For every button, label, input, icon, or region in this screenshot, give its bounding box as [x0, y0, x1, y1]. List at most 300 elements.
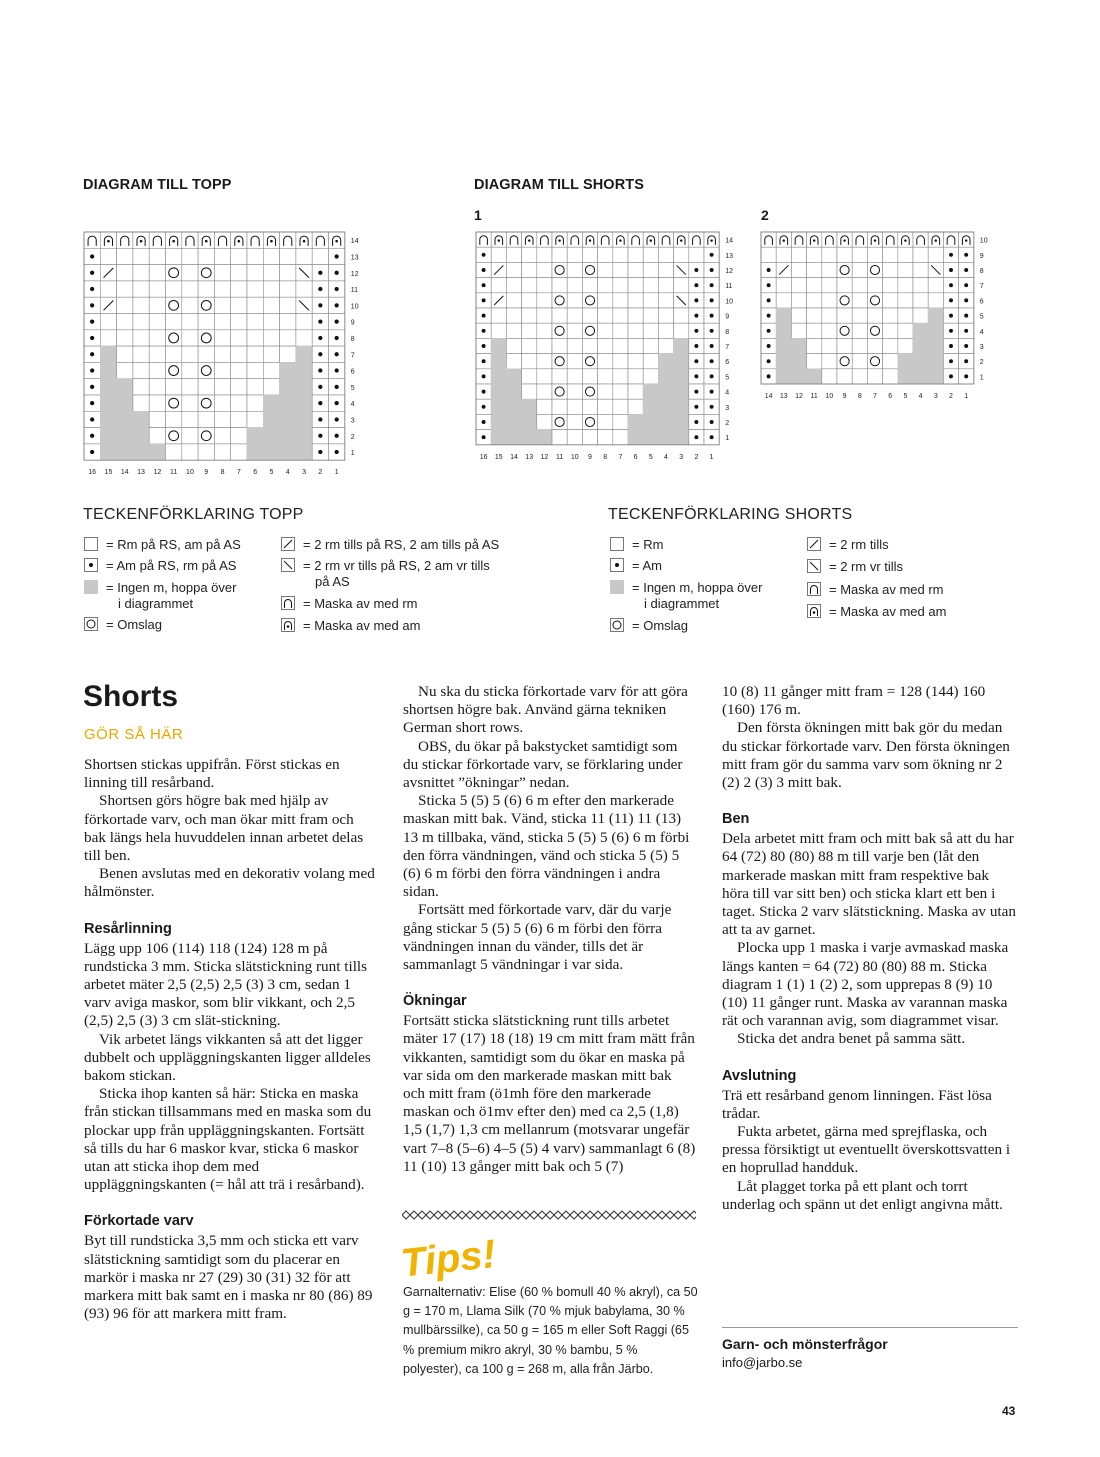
shorts1-chart-cell [598, 247, 613, 262]
top-chart-cell [312, 411, 328, 427]
shorts1-chart-cell [704, 399, 719, 414]
paragraph: Dela arbetet mitt fram och mitt bak så att du har 64 (72) 80 (80) 88 m till varje ben (låt den markerade maskan mitt fram respektive bak höra till var sitt ben) och sticka klart ett ben i taget. Sticka 2 varv slätstickning. Maska av utan att ta av garnet. [722, 830, 1016, 939]
top-chart-cell [117, 428, 133, 444]
shorts2-chart-cell [898, 262, 913, 277]
shorts1-chart-cell [674, 338, 689, 353]
shorts1-chart-cell [674, 399, 689, 414]
shorts1-chart-cell [552, 323, 567, 338]
shorts1-chart-cell [522, 232, 537, 247]
shorts1-chart-cell [582, 338, 597, 353]
top-chart-cell [133, 395, 149, 411]
shorts2-chart-cell [761, 293, 776, 308]
shorts2-chart-cell [761, 369, 776, 384]
shorts2-chart-cell [807, 323, 822, 338]
shorts2-chart-cell [776, 308, 791, 323]
shorts2-chart-cell [822, 232, 837, 247]
paragraph: Vik arbetet längs vikkanten så att det ligger dubbelt och uppläggningskanten ligger alldeles bakom stickan. [84, 1030, 371, 1085]
shorts1-chart-cell [704, 293, 719, 308]
top-chart-cell [182, 395, 198, 411]
shorts2-chart-row-number: 3 [979, 344, 984, 351]
top-chart-cell [198, 395, 214, 411]
top-chart-cell [166, 265, 182, 281]
shorts1-chart-cell [598, 369, 613, 384]
top-chart-cell [280, 248, 296, 264]
shorts1-chart-cell [704, 338, 719, 353]
shorts1-chart-cell [537, 247, 552, 262]
top-chart-cell [263, 297, 279, 313]
section-heading: Resårlinning [84, 920, 172, 937]
top-chart-cell [329, 265, 345, 281]
top-chart-cell [312, 362, 328, 378]
shorts1-chart-row-number: 3 [725, 404, 730, 412]
shorts2-chart-cell [928, 338, 943, 353]
dot-square-icon [610, 558, 624, 572]
top-chart-cell [166, 281, 182, 297]
top-chart-cell [149, 428, 165, 444]
top-chart-cell [133, 297, 149, 313]
top-chart-cell [133, 362, 149, 378]
legend-top-item-bindoff-knit: = Maska av med rm [281, 596, 521, 614]
shorts1-chart-cell [582, 247, 597, 262]
paragraph: Sticka ihop kanten så här: Sticka en maska från stickan tillsammans med en maska som du plockar upp från uppläggningskanten. Fortsätt så tills du har 6 maskor kvar, sticka 6 maskor utan att sticka ihop dem med uppläggningskanten (= hål att trä i resårband). [84, 1085, 372, 1194]
paragraph: Shortsen görs högre bak med hjälp av förkortade varv, och man ökar mitt fram och bak längs hela huvuddelen innan arbetet delas till ben. [84, 792, 364, 865]
shorts1-chart-row-number: 12 [725, 268, 733, 275]
shorts2-chart-cell [913, 247, 928, 262]
paragraph: Lägg upp 106 (114) 118 (124) 128 m på rundsticka 3 mm. Sticka slätstickning runt tills arbetet mäter 2,5 (2,5) 2,5 (3) 3 cm, sedan 1 varv aviga maskor, som blir vikkant, och 2,5 (2,5) 2,5 (3) 3 cm slät-stickning. [84, 939, 368, 1030]
shorts2-chart-cell [867, 308, 882, 323]
top-chart-cell [84, 330, 100, 346]
shorts1-chart-cell [674, 247, 689, 262]
top-chart-cell [329, 411, 345, 427]
shorts1-chart-row-number: 5 [725, 374, 730, 382]
shorts2-chart-cell [959, 354, 974, 369]
shorts1-chart-cell [658, 293, 673, 308]
top-chart-cell [182, 362, 198, 378]
top-chart-cell [263, 411, 279, 427]
top-chart-cell [263, 314, 279, 330]
shorts1-chart-col-number: 15 [494, 453, 503, 461]
shorts2-chart-cell [883, 308, 898, 323]
top-chart-cell [247, 395, 263, 411]
top-chart-cell [329, 346, 345, 362]
top-chart-cell [133, 379, 149, 395]
top-chart-cell [263, 281, 279, 297]
shorts1-chart-cell [506, 399, 521, 414]
shorts2-chart-cell [928, 369, 943, 384]
paragraph: 10 (8) 11 gånger mitt fram = 128 (144) 160 (160) 176 m. [722, 683, 986, 719]
shorts2-chart-cell [883, 262, 898, 277]
top-chart-cell [263, 444, 279, 460]
shorts1-chart-cell [491, 369, 506, 384]
top-chart-cell [100, 248, 116, 264]
shorts2-chart-cell [852, 278, 867, 293]
shorts1-chart-cell [674, 232, 689, 247]
shorts1-chart-cell [476, 278, 491, 293]
top-chart-cell [100, 314, 116, 330]
top-chart-cell [231, 395, 247, 411]
top-chart-cell [100, 362, 116, 378]
shorts2-chart-cell [913, 232, 928, 247]
shorts1-chart-col-number: 4 [664, 453, 668, 461]
top-chart-cell [198, 362, 214, 378]
shorts2-chart-cell [883, 354, 898, 369]
diagram-shorts-title: DIAGRAM TILL SHORTS [474, 177, 644, 193]
legend-top-item-k2tog: = 2 rm tills på RS, 2 am tills på AS [281, 537, 521, 555]
shorts1-chart-cell [552, 354, 567, 369]
shorts2-chart-cell [943, 308, 958, 323]
shorts1-chart-cell [689, 369, 704, 384]
shorts1-chart-cell [491, 323, 506, 338]
shorts2-chart-cell [959, 293, 974, 308]
shorts1-chart-cell [506, 278, 521, 293]
shorts2-chart-cell [807, 293, 822, 308]
top-chart-cell [231, 428, 247, 444]
diagram-shorts-chart-1 [472, 228, 742, 464]
shorts2-chart-cell [943, 247, 958, 262]
shorts1-chart-cell [628, 414, 643, 429]
top-chart-cell [214, 297, 230, 313]
shorts1-chart-cell [491, 247, 506, 262]
top-chart-cell [280, 395, 296, 411]
top-chart-cell [182, 330, 198, 346]
shorts2-chart-cell [928, 247, 943, 262]
shorts1-chart-col-number: 14 [510, 453, 518, 461]
top-chart-cell [133, 444, 149, 460]
top-chart-cell [280, 428, 296, 444]
top-chart-cell [198, 232, 214, 248]
top-chart-cell [84, 281, 100, 297]
legend-shorts-item-bindoff-knit: = Maska av med rm [807, 582, 987, 600]
slash-square-icon [281, 537, 295, 551]
shorts1-chart-cell [674, 262, 689, 277]
shorts2-chart-cell [913, 293, 928, 308]
shorts2-chart-cell [791, 232, 806, 247]
top-chart-cell [149, 444, 165, 460]
shorts1-chart-cell [552, 399, 567, 414]
shorts2-chart-cell [959, 323, 974, 338]
shorts1-chart-cell [491, 232, 506, 247]
top-chart-cell [214, 379, 230, 395]
shorts2-chart-cell [852, 354, 867, 369]
shorts2-chart-cell [776, 323, 791, 338]
top-chart-cell [280, 297, 296, 313]
shorts2-chart-cell [883, 323, 898, 338]
shorts1-chart-cell [476, 338, 491, 353]
shorts2-chart-col-number: 4 [918, 393, 923, 400]
shorts1-chart-cell [506, 323, 521, 338]
shorts1-chart-cell [506, 293, 521, 308]
contact-email[interactable]: info@jarbo.se [722, 1355, 803, 1370]
shorts2-chart-cell [898, 247, 913, 262]
top-chart-cell [84, 379, 100, 395]
shorts1-chart-cell [704, 247, 719, 262]
shorts2-chart-col-number: 7 [873, 393, 877, 400]
shorts2-chart-cell [883, 232, 898, 247]
top-chart-row-number: 5 [350, 384, 355, 392]
top-chart-cell [198, 444, 214, 460]
shorts2-chart-row-number: 4 [979, 328, 984, 336]
top-chart-cell [84, 346, 100, 362]
shorts1-chart-cell [567, 430, 582, 445]
shorts1-chart-cell [567, 278, 582, 293]
legend-shorts-item-yarn-over: = Omslag [610, 618, 790, 636]
shorts1-chart-cell [552, 262, 567, 277]
top-chart-cell [214, 281, 230, 297]
shorts1-chart-col-number: 6 [633, 453, 638, 461]
shorts2-chart-cell [898, 323, 913, 338]
top-chart-cell [247, 248, 263, 264]
shorts1-chart-cell [567, 232, 582, 247]
shorts1-chart-cell [522, 369, 537, 384]
top-chart-col-number: 4 [285, 469, 290, 477]
legend-shorts-item-bindoff-purl: = Maska av med am [807, 604, 987, 622]
dot-square-icon [84, 558, 98, 572]
grey-square-icon [610, 580, 624, 594]
top-chart-cell [117, 346, 133, 362]
top-chart-cell [263, 248, 279, 264]
shorts1-chart-cell [628, 323, 643, 338]
shorts1-chart-cell [643, 262, 658, 277]
top-chart-cell [280, 346, 296, 362]
shorts1-chart-cell [552, 430, 567, 445]
top-chart-cell [149, 248, 165, 264]
top-chart-cell [231, 232, 247, 248]
shorts1-chart-cell [658, 399, 673, 414]
top-chart-cell [280, 411, 296, 427]
shorts1-chart-cell [658, 338, 673, 353]
top-chart-cell [247, 232, 263, 248]
shorts1-chart-cell [704, 323, 719, 338]
shorts2-chart-cell [852, 293, 867, 308]
top-chart-cell [84, 297, 100, 313]
shorts1-chart-cell [491, 414, 506, 429]
shorts2-chart-cell [852, 338, 867, 353]
top-chart-cell [182, 297, 198, 313]
legend-shorts-item-no-stitch: = Ingen m, hoppa över i diagrammet [610, 580, 790, 614]
shorts1-chart-cell [643, 247, 658, 262]
top-chart-cell [263, 330, 279, 346]
shorts1-chart-col-number: 13 [525, 453, 534, 461]
shorts1-chart-cell [704, 278, 719, 293]
shorts1-chart-cell [582, 430, 597, 445]
shorts1-chart-cell [689, 262, 704, 277]
top-chart-cell [182, 379, 198, 395]
top-chart-col-number: 11 [170, 469, 178, 477]
shorts2-chart-col-number: 6 [888, 393, 893, 400]
top-chart-cell [149, 411, 165, 427]
shorts1-chart-cell [567, 262, 582, 277]
shorts1-chart-cell [598, 384, 613, 399]
shorts1-chart-cell [658, 308, 673, 323]
top-chart-cell [329, 379, 345, 395]
shorts2-chart-col-number: 2 [949, 393, 953, 400]
top-chart-cell [280, 362, 296, 378]
shorts2-chart-cell [776, 232, 791, 247]
top-chart-cell [296, 411, 312, 427]
shorts2-chart-cell [807, 232, 822, 247]
legend-shorts-item-k2tog: = 2 rm tills [807, 537, 987, 555]
contact-heading: Garn- och mönsterfrågor [722, 1336, 888, 1352]
shorts2-chart-row-number: 5 [979, 313, 984, 321]
shorts1-chart-cell [522, 262, 537, 277]
shorts2-chart-cell [807, 247, 822, 262]
top-chart-cell [280, 232, 296, 248]
shorts2-chart-col-number: 13 [779, 393, 788, 400]
shorts1-chart-cell [689, 232, 704, 247]
shorts2-chart-cell [959, 308, 974, 323]
shorts1-chart-cell [658, 414, 673, 429]
shorts1-chart-cell [582, 384, 597, 399]
top-chart-cell [198, 379, 214, 395]
shorts2-chart-cell [852, 262, 867, 277]
top-chart-cell [182, 248, 198, 264]
top-chart-cell [166, 248, 182, 264]
top-chart-cell [182, 281, 198, 297]
shorts1-chart-cell [598, 354, 613, 369]
top-chart-cell [182, 428, 198, 444]
shorts1-chart-cell [689, 399, 704, 414]
top-chart-cell [166, 411, 182, 427]
top-chart-cell [198, 281, 214, 297]
top-chart-col-number: 13 [137, 469, 145, 477]
top-chart-cell [133, 265, 149, 281]
top-chart-cell [312, 395, 328, 411]
backslash-square-icon [807, 559, 821, 573]
top-chart-cell [312, 346, 328, 362]
shorts1-chart-cell [598, 278, 613, 293]
shorts1-chart-row-number: 4 [725, 389, 730, 397]
shorts1-chart-cell [491, 278, 506, 293]
shorts1-chart-cell [552, 293, 567, 308]
top-chart-cell [231, 248, 247, 264]
shorts1-chart-cell [658, 323, 673, 338]
circle-square-icon [610, 618, 624, 632]
top-chart-cell [117, 362, 133, 378]
shorts2-chart-cell [852, 308, 867, 323]
shorts2-chart-cell [822, 308, 837, 323]
top-chart-row-number: 9 [350, 319, 355, 327]
shorts1-chart-cell [628, 354, 643, 369]
top-chart-cell [247, 281, 263, 297]
shorts2-chart-cell [791, 369, 806, 384]
shorts1-chart-cell [506, 354, 521, 369]
top-chart-cell [198, 297, 214, 313]
shorts1-chart-cell [704, 308, 719, 323]
top-chart-cell [100, 346, 116, 362]
shorts1-chart-cell [628, 232, 643, 247]
top-chart-cell [149, 346, 165, 362]
shorts1-chart-cell [704, 414, 719, 429]
top-chart-cell [214, 428, 230, 444]
shorts1-chart-cell [643, 354, 658, 369]
shorts1-chart-cell [628, 338, 643, 353]
shorts2-chart-cell [913, 338, 928, 353]
shorts2-chart-cell [959, 369, 974, 384]
shorts1-chart-cell [537, 262, 552, 277]
top-chart-col-number: 16 [88, 469, 97, 477]
shorts1-chart-cell [628, 308, 643, 323]
top-chart-cell [149, 281, 165, 297]
shorts1-chart-cell [491, 354, 506, 369]
shorts2-chart-cell [928, 293, 943, 308]
shorts1-chart-cell [628, 293, 643, 308]
section-heading: Förkortade varv [84, 1213, 194, 1230]
shorts2-chart-cell [867, 323, 882, 338]
paragraph: Den första ökningen mitt bak gör du medan du stickar förkortade varv. Den första ökningen mitt fram gör du samma varv som ökning nr 2 (2) 2 (3) 3 mitt bak. [722, 719, 1010, 792]
top-chart-cell [149, 232, 165, 248]
shorts1-chart-cell [704, 354, 719, 369]
top-chart-cell [263, 232, 279, 248]
shorts2-chart-cell [898, 293, 913, 308]
shorts1-chart-cell [598, 430, 613, 445]
shorts2-chart-cell [761, 247, 776, 262]
top-chart-cell [149, 362, 165, 378]
shorts1-chart-cell [582, 278, 597, 293]
shorts1-chart-col-number: 10 [570, 453, 579, 461]
shorts1-chart-col-number: 3 [679, 453, 684, 461]
shorts1-chart-cell [537, 338, 552, 353]
arch-dot-square-icon [281, 618, 295, 632]
top-chart-cell [100, 444, 116, 460]
top-chart-cell [280, 444, 296, 460]
shorts2-chart-cell [943, 278, 958, 293]
shorts1-chart-cell [522, 399, 537, 414]
top-chart-cell [296, 379, 312, 395]
shorts1-chart-cell [658, 247, 673, 262]
shorts1-chart-cell [613, 369, 628, 384]
top-chart-cell [133, 428, 149, 444]
shorts1-chart-col-number: 5 [648, 453, 653, 461]
shorts2-chart-cell [913, 262, 928, 277]
shorts1-chart-cell [658, 430, 673, 445]
top-chart-cell [329, 232, 345, 248]
paragraph: Trä ett resårband genom linningen. Fäst lösa trådar. [722, 1086, 992, 1122]
shorts1-chart-cell [506, 430, 521, 445]
top-chart-cell [100, 379, 116, 395]
shorts1-chart-cell [476, 414, 491, 429]
top-chart-cell [280, 330, 296, 346]
shorts1-chart-cell [522, 338, 537, 353]
top-chart-cell [100, 428, 116, 444]
top-chart-cell [117, 248, 133, 264]
top-chart-cell [280, 281, 296, 297]
top-chart-cell [117, 379, 133, 395]
legend-top-item-ssk: = 2 rm vr tills på RS, 2 am vr tills på AS [281, 558, 521, 592]
shorts1-chart-cell [613, 278, 628, 293]
shorts2-chart-cell [943, 354, 958, 369]
shorts2-chart-cell [913, 323, 928, 338]
paragraph: Låt plagget torka på ett plant och torrt underlag och spänn ut det enligt angivna mått. [722, 1177, 1003, 1213]
shorts1-chart-cell [704, 232, 719, 247]
shorts2-chart-cell [867, 278, 882, 293]
shorts1-chart-cell [598, 293, 613, 308]
shorts2-chart-cell [776, 338, 791, 353]
top-chart-cell [329, 428, 345, 444]
top-chart-col-number: 3 [302, 469, 307, 477]
shorts1-chart-cell [491, 384, 506, 399]
top-chart-cell [231, 346, 247, 362]
shorts2-chart-cell [867, 369, 882, 384]
shorts2-chart-cell [867, 338, 882, 353]
top-chart-cell [329, 395, 345, 411]
shorts1-chart-cell [613, 399, 628, 414]
shorts2-chart-cell [807, 262, 822, 277]
shorts1-chart-cell [674, 384, 689, 399]
contact-divider [722, 1327, 1018, 1328]
shorts1-chart-cell [537, 323, 552, 338]
top-chart-cell [296, 346, 312, 362]
shorts1-chart-cell [522, 278, 537, 293]
